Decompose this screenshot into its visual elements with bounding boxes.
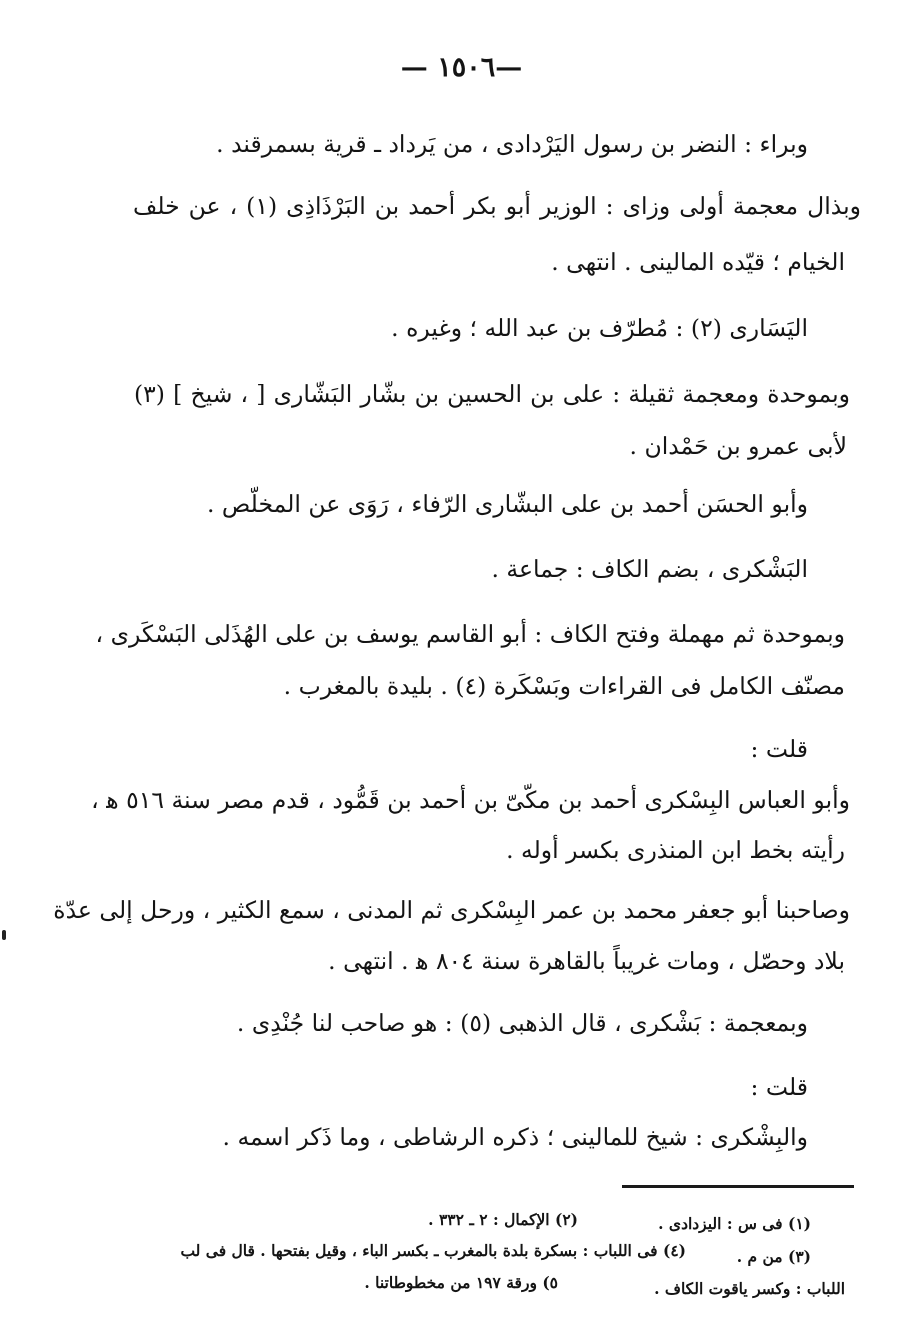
footnote-5: ٥) ورقة ١٩٧ من مخطوطاتنا . bbox=[364, 1273, 558, 1292]
text-line-13: رأيته بخط ابن المنذرى بكسر أوله . bbox=[506, 836, 845, 864]
text-line-6: لأبى عمرو بن حَمْدان . bbox=[629, 432, 847, 460]
text-line-3: الخيام ؛ قيّده المالينى . انتهى . bbox=[551, 248, 845, 276]
footnote-4: (٤) فى اللباب : بسكرة بلدة بالمغرب ـ بكسر الباء ، وقيل بفتحها . قال فى لب bbox=[180, 1241, 686, 1260]
text-line-1: وبراء : النضر بن رسول اليَرْدادى ، من يَرداد ـ قرية بسمرقند . bbox=[216, 130, 808, 158]
footnote-separator bbox=[622, 1185, 854, 1188]
text-line-5: وبموحدة ومعجمة ثقيلة : على بن الحسين بن بشّار البَشّارى [ ، شيخ ] (٣) bbox=[134, 380, 850, 408]
text-line-7: وأبو الحسَن أحمد بن على البشّارى الرّفاء ، رَوَى عن المخلّص . bbox=[206, 490, 808, 518]
page-number: —١٥٠٦ — bbox=[400, 52, 523, 83]
text-line-4: اليَسَارى (٢) : مُطرّف بن عبد الله ؛ وغيره . bbox=[391, 314, 808, 342]
text-line-8: البَشْكرى ، بضم الكاف : جماعة . bbox=[491, 555, 808, 583]
text-line-10: مصنّف الكامل فى القراءات وبَسْكَرة (٤) . بليدة بالمغرب . bbox=[283, 672, 845, 700]
footnote-4-continued: اللباب : وكسر ياقوت الكاف . bbox=[654, 1279, 845, 1298]
margin-speck bbox=[2, 930, 6, 940]
text-line-17: قلت : bbox=[750, 1073, 808, 1101]
text-line-9: وبموحدة ثم مهملة وفتح الكاف : أبو القاسم يوسف بن على الهُذَلى البَسْكَرى ، bbox=[95, 620, 845, 648]
footnote-1: (١) فى س : اليزدادى . bbox=[658, 1214, 811, 1233]
text-line-18: والبِشْكرى : شيخ للمالينى ؛ ذكره الرشاطى ، وما ذَكر اسمه . bbox=[222, 1123, 808, 1151]
footnote-2: (٢) الإكمال : ٢ ـ ٣٣٢ . bbox=[428, 1210, 578, 1229]
text-line-15: بلاد وحصّل ، ومات غريباً بالقاهرة سنة ٨٠٤ ﻫ . انتهى . bbox=[328, 947, 845, 975]
text-line-11: قلت : bbox=[750, 735, 808, 763]
text-line-14: وصاحبنا أبو جعفر محمد بن عمر البِسْكرى ثم المدنى ، سمع الكثير ، ورحل إلى عدّة bbox=[53, 896, 850, 924]
footnote-3: (٣) من م . bbox=[736, 1247, 811, 1266]
text-line-16: وبمعجمة : بَشْكرى ، قال الذهبى (٥) : هو صاحب لنا جُنْدِى . bbox=[236, 1009, 808, 1037]
text-line-2: وبذال معجمة أولى وزاى : الوزير أبو بكر أحمد بن البَرْذَاذِى (١) ، عن خلف bbox=[133, 192, 861, 220]
text-line-12: وأبو العباس البِسْكرى أحمد بن مكّىّ بن أحمد بن قَمُّود ، قدم مصر سنة ٥١٦ ﻫ ، bbox=[91, 786, 850, 814]
